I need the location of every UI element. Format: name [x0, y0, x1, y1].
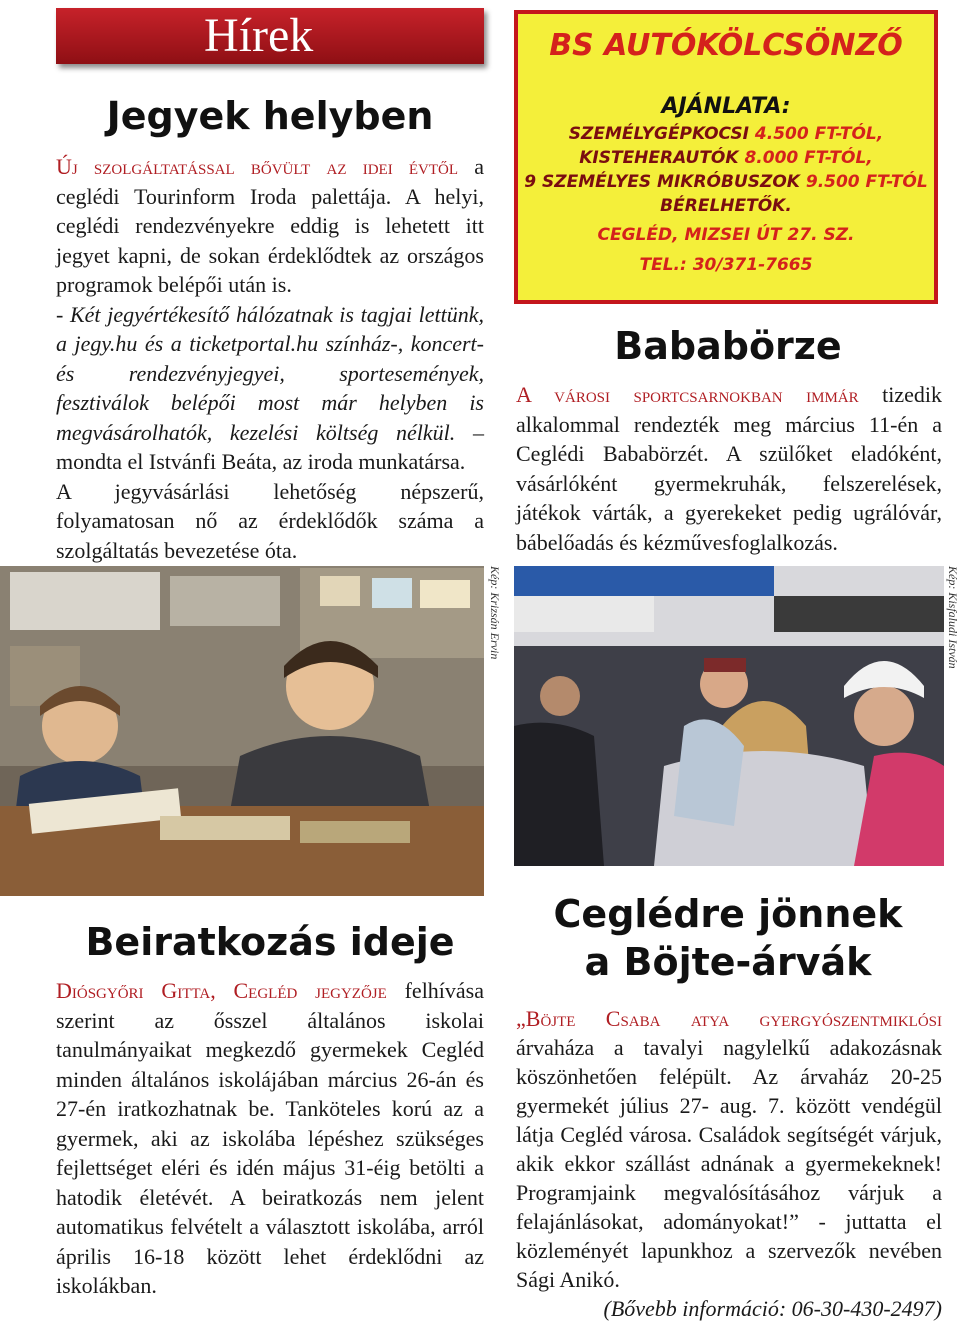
article-beiratkozas-body [56, 976, 484, 1301]
article-jegyek-quote-paragraph [56, 300, 484, 477]
ad-line3-label: 9 SZEMÉLYES MIKRÓBUSZOK [524, 172, 806, 192]
article-jegyek-quote: - Két jegyértékesítő hálózatnak is tagjai lettünk, a jegy.hu és a ticketportal.hu színház-, koncert- és rendezvényjegyei, sportesemények, fesztiválok belépői most már helyben is megvásárolhatók, kezelési költség nélkül. [56, 301, 484, 445]
photo-credit-kisfaludi: Kép: Kisfaludi István [946, 566, 960, 669]
article-beiratkozas-paragraph [56, 976, 484, 1301]
article-bababorze-lead-rest: tizedik alkalommal rendezték meg március 11-én a Ceglédi Bababörzét. A szülőket eladóként, vásárlóként gyermekruhák, felszerelések, játékok várták, a gyerekeket pedig ugrálóvár, bábelőadás és kézművesfoglalkozás. [516, 382, 942, 555]
ad-line-mikrobusz [518, 170, 934, 194]
article-bojte-title [514, 890, 942, 986]
ad-line2-label: KISTEHERAUTÓK [579, 148, 745, 168]
article-jegyek-paragraph [56, 152, 484, 300]
article-bababorze-body [516, 380, 942, 557]
article-bojte-paragraph [516, 1004, 942, 1294]
article-jegyek-closing: A jegyvásárlási lehetőség népszerű, folyamatosan nő az érdeklődők száma a szolgáltatás bevezetése óta. [56, 478, 484, 563]
ad-line2-price: 8.000 FT-TÓL, [744, 148, 873, 168]
photo-credit-krizsan: Kép: Krizsán Ervin [488, 566, 502, 660]
photo-bababorze-crowd [514, 566, 944, 866]
article-beiratkozas-lead: Diósgyőri Gitta, Cegléd jegyzője [56, 978, 387, 1003]
article-bababorze-lead: A városi sportcsarnokban immár [516, 382, 859, 407]
ad-bs-autokolcsonzo [514, 10, 938, 304]
ad-line1-price: 4.500 FT-TÓL, [754, 124, 884, 144]
photo-tourinform-office [0, 566, 484, 896]
article-bojte-body [516, 1004, 942, 1323]
article-beiratkozas-title: Beiratkozás ideje [85, 920, 455, 964]
ad-line1-label: SZEMÉLYGÉPKOCSI [568, 124, 755, 144]
ad-line-kisteherautok [518, 146, 934, 170]
ad-line3-price: 9.500 FT-TÓL [805, 172, 928, 192]
office-photo-illustration [0, 566, 484, 896]
article-bojte-lead: „Böjte Csaba atya gyergyószentmiklósi [516, 1006, 942, 1031]
bababorze-photo-illustration [514, 566, 944, 866]
ad-title: BS AUTÓKÖLCSÖNZŐ [549, 28, 903, 63]
article-bababorze-title: Bababörze [614, 324, 842, 368]
article-jegyek-lead: Új szolgáltatással bővült az idei évtől [56, 154, 459, 179]
article-bojte-title-line1: Ceglédre jönnek [553, 892, 903, 936]
ad-line-szemelygepkocsi [518, 122, 934, 146]
section-banner-title: Hírek [204, 9, 314, 62]
section-banner [56, 8, 484, 64]
ad-address: CEGLÉD, MIZSEI ÚT 27. SZ. [597, 225, 855, 245]
ad-subtitle: AJÁNLATA: [661, 94, 791, 119]
ad-line-berelhetok: BÉRELHETŐK. [660, 196, 792, 216]
article-beiratkozas-lead-rest: felhívása szerint az ősszel általános iskolai tanulmányaikat megkezdő gyermekek Cegléd minden általános iskolájában március 26-án és 27-én iratkozhatnak be. Tanköteles korú az a gyermek, aki az iskolába lépéshez szükséges fejlettséget eléri és idén május 31-éig betölti a hatodik életévét. A beiratkozás nem jelent automatikus felvételt a választott iskolába, arról április 16-18 között lehet érdeklődni az iskolákban. [56, 978, 485, 1298]
article-bojte-more-info: (Bővebb információ: 06-30-430-2497) [603, 1296, 942, 1321]
ad-phone: TEL.: 30/371-7665 [639, 255, 813, 275]
article-bojte-title-line2: a Böjte-árvák [584, 940, 872, 984]
article-bababorze-paragraph [516, 380, 942, 557]
article-jegyek-title: Jegyek helyben [106, 94, 434, 138]
article-jegyek-body [56, 152, 484, 565]
article-jegyek-attribution: – mondta el Istvánfi Beáta, az iroda munkatársa. [56, 419, 484, 474]
article-jegyek-lead-rest: a ceglédi Tourinform Iroda palettája. A helyi, ceglédi rendezvényekre eddig is lehetett itt jegyet kapni, de sokan érdeklődtek az országos programok belépői után is. [56, 154, 484, 297]
article-bojte-lead-rest: árvaháza a tavalyi nagylelkű adakozásnak köszönhetően felépült. Az árvaház 20-25 gyermekét július 27- aug. 7. között vendégül látja Cegléd városa. Családok segítségét várjuk, akik ekkor szállást adnának a gyermekeknek! Programjaink megvalósításához várjuk a felajánlásokat, adományokat!” - juttatta el közleményét lapunkhoz a szervezők nevében Sági Anikó. [516, 1035, 942, 1292]
